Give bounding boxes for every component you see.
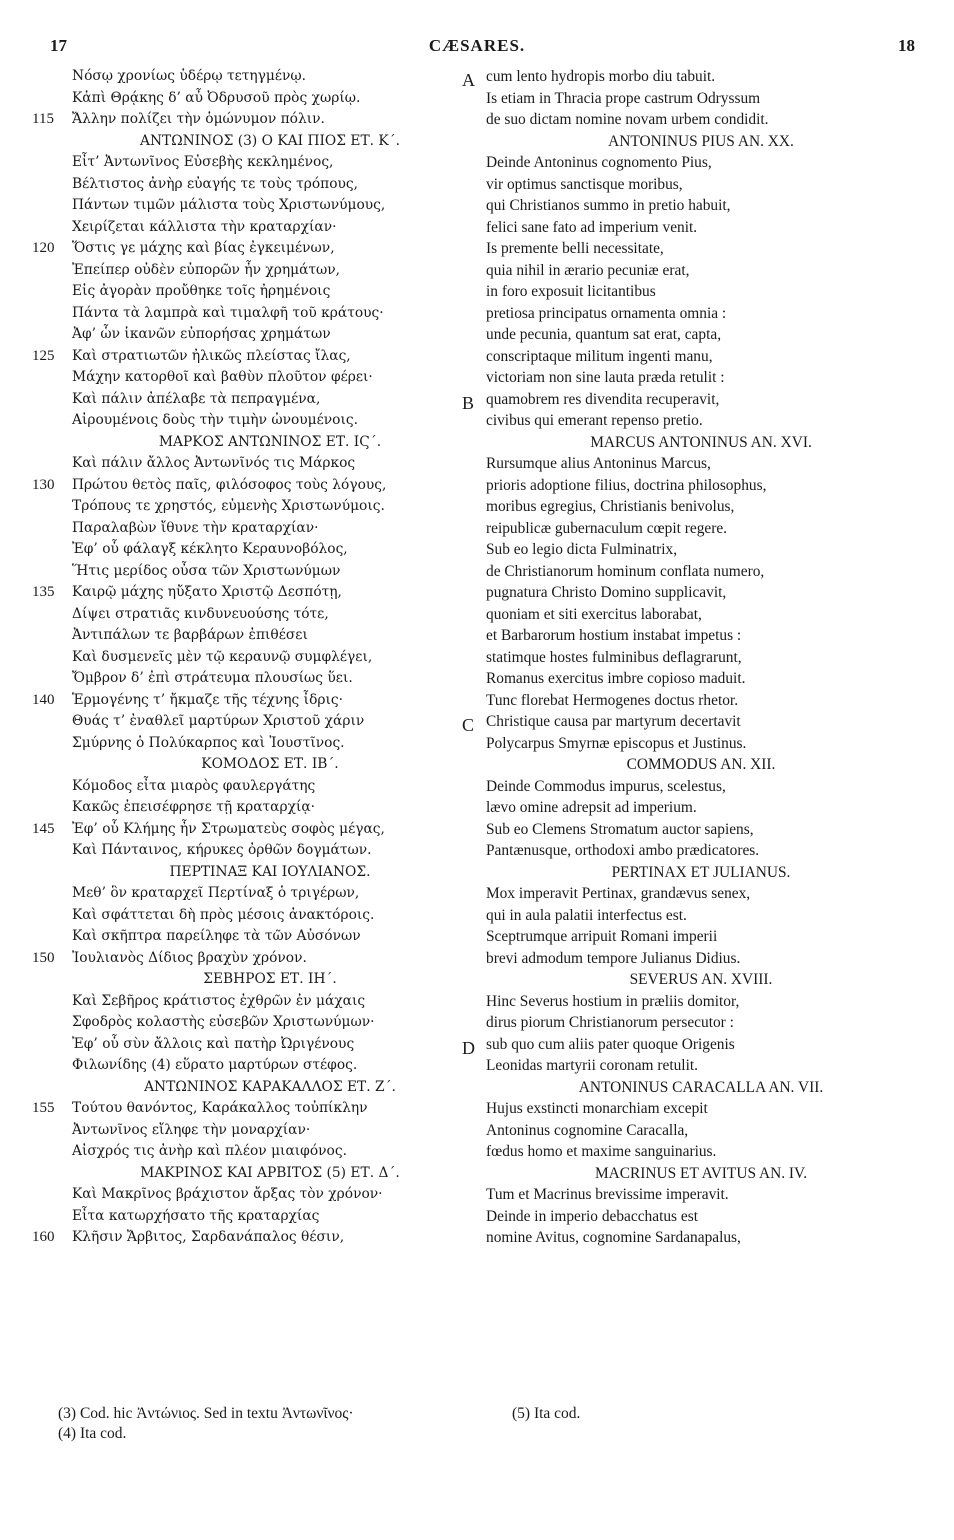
- translation-text: prioris adoptione filius, doctrina philosophus,: [486, 476, 767, 494]
- verse-line: [44, 647, 472, 669]
- verse-text: Ἀντιπάλων τε βαρβάρων ἐπιθέσει: [72, 627, 308, 643]
- translation-line: [466, 1141, 916, 1163]
- margin-letter: C: [462, 715, 475, 735]
- verse-text: Μεθ’ ὃν κραταρχεῖ Περτίναξ ὁ τριγέρων,: [72, 885, 360, 901]
- verse-text: Ἀφ’ ὧν ἱκανῶν εὐπορήσας χρημάτων: [72, 326, 331, 342]
- translation-text: Pantænusque, orthodoxi ambo prædicatores.: [486, 842, 760, 859]
- line-number: 160: [32, 1229, 55, 1245]
- verse-line: [44, 195, 472, 217]
- translation-text: pretiosa principatus ornamenta omnia :: [486, 304, 727, 322]
- latin-text-column: [462, 66, 916, 1249]
- verse-text: Εἶτα κατωρχήσατο τῆς κραταρχίας: [72, 1207, 320, 1224]
- translation-line: [466, 453, 916, 475]
- translation-line: [466, 690, 916, 712]
- heading-text: COMMODUS AN. XII.: [626, 756, 776, 773]
- translation-line: [466, 152, 916, 174]
- line-number: 125: [32, 347, 55, 364]
- translation-line: [466, 238, 916, 260]
- verse-text: Καὶ δυσμενεῖς μὲν τῷ κεραυνῷ συμφλέγει,: [72, 648, 373, 665]
- verse-line: [44, 539, 472, 561]
- translation-line: [466, 819, 916, 841]
- translation-text: Leonidas martyrii coronam retulit.: [486, 1057, 698, 1074]
- section-heading: [466, 862, 916, 884]
- verse-line: [44, 389, 472, 411]
- heading-text: ΜΑΡΚΟΣ ΑΝΤΩΝΙΝΟΣ ΕΤ. ΙϚ΄.: [158, 433, 382, 450]
- translation-text: pugnatura Christo Domino supplicavit,: [486, 584, 727, 601]
- translation-line: [466, 668, 916, 690]
- translation-line: [466, 1184, 916, 1206]
- verse-text: Παραλαβὼν ἴθυνε τὴν κραταρχίαν·: [72, 519, 319, 536]
- footnotes-left: [58, 1404, 354, 1444]
- translation-line: [466, 840, 916, 862]
- translation-text: Deinde Antoninus cognomento Pius,: [486, 154, 712, 171]
- heading-text: ΠΕΡΤΙΝΑΞ ΚΑΙ ΙΟΥΛΙΑΝΟΣ.: [169, 863, 371, 880]
- verse-line: [44, 152, 472, 174]
- margin-letter: D: [462, 1037, 475, 1058]
- verse-line: [44, 1141, 472, 1163]
- verse-text: Ἰουλιανὸς Δίδιος βραχὺν χρόνον.: [72, 949, 307, 966]
- translation-text: quia nihil in ærario pecuniæ erat,: [486, 261, 690, 279]
- verse-text: Καὶ Μακρῖνος βράχιστον ἄρξας τὸν χρόνον·: [72, 1186, 383, 1202]
- translation-text: civibus qui emerant repenso pretio.: [486, 412, 703, 429]
- heading-text: ΚΟΜΟΔΟΣ ΕΤ. ΙΒ΄.: [201, 756, 339, 772]
- section-heading: [44, 1163, 472, 1185]
- verse-line: [44, 711, 472, 733]
- verse-line: [44, 496, 472, 518]
- verse-line: [44, 88, 472, 110]
- verse-line: [44, 260, 472, 282]
- translation-line: [466, 883, 916, 905]
- translation-line: [466, 518, 916, 540]
- translation-text: qui Christianos summo in pretio habuit,: [486, 197, 731, 214]
- translation-line: [466, 561, 916, 583]
- line-number: 115: [32, 111, 54, 127]
- translation-text: vir optimus sanctisque moribus,: [486, 175, 683, 193]
- verse-line: [44, 604, 472, 626]
- footnotes-right: [512, 1404, 580, 1424]
- running-title: CÆSARES.: [428, 36, 526, 55]
- verse-text: Καὶ πάλιν ἀπέλαβε τὰ πεπραγμένα,: [72, 390, 321, 407]
- line-number: 155: [32, 1100, 55, 1116]
- verse-line: [44, 303, 472, 325]
- verse-line: [32, 475, 472, 497]
- verse-line: [44, 991, 472, 1013]
- translation-line: [466, 174, 916, 196]
- translation-line: [466, 496, 916, 518]
- translation-text: fœdus homo et maxime sanguinarius.: [486, 1143, 717, 1160]
- verse-text: Νόσῳ χρονίως ὑδέρῳ τετηγμένῳ.: [72, 68, 307, 84]
- translation-text: Rursumque alius Antoninus Marcus,: [486, 455, 711, 472]
- section-heading: [44, 754, 472, 776]
- verse-text: Αἰρουμένοις δοὺς τὴν τιμὴν ὠνουμένοις.: [72, 412, 359, 428]
- translation-text: statimque hostes fulminibus deflagrarunt,: [486, 648, 742, 666]
- translation-text: Polycarpus Smyrnæ episcopus et Justinus.: [486, 734, 747, 752]
- section-heading: [44, 1077, 472, 1099]
- translation-line: [466, 1227, 916, 1249]
- verse-text: Ἑρμογένης τ’ ἤκμαζε τῆς τέχνης ἶδρις·: [72, 691, 344, 708]
- verse-line: [44, 1184, 472, 1206]
- verse-line: [32, 948, 472, 970]
- heading-text: ANTONINUS PIUS AN. XX.: [608, 132, 794, 150]
- translation-text: de Christianorum hominum conflata numero,: [486, 562, 765, 580]
- heading-text: MACRINUS ET AVITUS AN. IV.: [594, 1164, 808, 1182]
- translation-line: [466, 281, 916, 303]
- verse-line: [44, 1120, 472, 1142]
- verse-line: [44, 1034, 472, 1056]
- verse-line: [44, 776, 472, 798]
- verse-text: Ἄλλην πολίζει τὴν ὁμώνυμον πόλιν.: [72, 111, 325, 127]
- translation-line: [466, 109, 916, 131]
- translation-line: [466, 776, 916, 798]
- translation-line: [466, 1055, 916, 1077]
- verse-text: Ἀντωνῖνος εἴληφε τὴν μοναρχίαν·: [72, 1121, 311, 1138]
- verse-line: [44, 281, 472, 303]
- translation-text: Tum et Macrinus brevissime imperavit.: [486, 1186, 729, 1203]
- line-number: 130: [32, 476, 55, 493]
- verse-text: Ἐφ’ οὗ φάλαγξ κέκλητο Κεραυνοβόλος,: [72, 541, 348, 557]
- section-heading: [466, 131, 916, 153]
- verse-text: Καὶ σφάττεται δὴ πρὸς μέσοις ἀνακτόροις.: [72, 906, 375, 923]
- verse-line: [32, 819, 472, 841]
- verse-text: Χειρίζεται κάλλιστα τὴν κραταρχίαν·: [72, 218, 337, 235]
- section-heading: [466, 1077, 916, 1099]
- verse-text: Σμύρνης ὁ Πολύκαρπος καὶ Ἰουστῖνος.: [72, 734, 345, 751]
- translation-text: sub quo cum aliis pater quoque Origenis: [486, 1035, 735, 1053]
- translation-text: dirus piorum Christianorum persecutor :: [486, 1014, 734, 1031]
- verse-text: Καιρῷ μάχης ηὔξατο Χριστῷ Δεσπότῃ,: [72, 584, 342, 600]
- translation-text: Deinde in imperio debacchatus est: [486, 1207, 698, 1225]
- verse-line: [44, 797, 472, 819]
- translation-line: [462, 66, 916, 90]
- greek-text-column: [32, 66, 475, 1249]
- verse-text: Εἶτ’ Ἀντωνῖνος Εὐσεβὴς κεκλημένος,: [72, 154, 334, 170]
- translation-text: victoriam non sine lauta præda retulit :: [486, 369, 725, 386]
- verse-text: Αἰσχρός τις ἀνὴρ καὶ πλέον μιαιφόνος.: [72, 1143, 347, 1159]
- verse-text: Καὶ Πάνταινος, κήρυκες ὀρθῶν δογμάτων.: [72, 842, 372, 858]
- heading-text: ΑΝΤΩΝΙΝΟΣ (3) Ο ΚΑΙ ΠΙΟΣ ΕΤ. Κ΄.: [139, 132, 401, 149]
- verse-text: Ὅστις γε μάχης καὶ βίας ἐγκειμένων,: [72, 240, 335, 256]
- translation-line: [466, 217, 916, 239]
- section-heading: [44, 131, 472, 153]
- translation-text: Is etiam in Thracia prope castrum Odryssum: [486, 89, 761, 107]
- verse-text: Καὶ Σεβῆρος κράτιστος ἐχθρῶν ἐν μάχαις: [72, 992, 366, 1009]
- translation-line: [466, 346, 916, 368]
- left-page-number: 17: [50, 36, 67, 55]
- translation-line: [466, 260, 916, 282]
- section-heading: [466, 754, 916, 776]
- translation-text: Sub eo Clemens Stromatum auctor sapiens,: [486, 820, 754, 838]
- translation-text: Antoninus cognomine Caracalla,: [486, 1121, 689, 1139]
- heading-text: MARCUS ANTONINUS AN. XVI.: [590, 433, 812, 451]
- translation-line: [466, 195, 916, 217]
- verse-line: [44, 324, 472, 346]
- margin-letter: A: [462, 70, 475, 90]
- section-heading: [44, 969, 472, 991]
- translation-line: [466, 324, 916, 346]
- translation-text: cum lento hydropis morbo diu tabuit.: [486, 68, 716, 85]
- line-number: 120: [32, 240, 55, 256]
- translation-text: moribus egregius, Christianis benivolus,: [486, 498, 735, 515]
- translation-line: [466, 410, 916, 432]
- section-heading: [466, 432, 916, 454]
- right-page-number: 18: [898, 36, 915, 55]
- verse-line: [44, 174, 472, 196]
- verse-text: Μάχην κατορθοῖ καὶ βαθὺν πλοῦτον φέρει·: [72, 369, 373, 385]
- footnote: (4) Ita cod.: [58, 1425, 127, 1442]
- translation-line: [466, 991, 916, 1013]
- verse-text: Ἐπείπερ οὐδὲν εὐπορῶν ἦν χρημάτων,: [72, 261, 341, 278]
- translation-line: [466, 905, 916, 927]
- heading-text: ΜΑΚΡΙΝΟΣ ΚΑΙ ΑΡΒΙΤΟΣ (5) ΕΤ. Δ΄.: [140, 1164, 400, 1181]
- verse-line: [44, 840, 472, 862]
- heading-text: ANTONINUS CARACALLA AN. VII.: [578, 1078, 824, 1096]
- verse-text: Πρώτου θετὸς παῖς, φιλόσοφος τοὺς λόγους,: [72, 476, 387, 493]
- translation-line: [466, 367, 916, 389]
- verse-line: [44, 410, 472, 432]
- verse-line: [44, 1055, 472, 1077]
- verse-text: Φιλωνίδης (4) εὕρατο μαρτύρων στέφος.: [72, 1057, 358, 1073]
- translation-text: et Barbarorum hostium instabat impetus :: [486, 627, 742, 644]
- translation-text: qui in aula palatii interfectus est.: [486, 906, 687, 924]
- verse-line: [44, 217, 472, 239]
- translation-text: Tunc florebat Hermogenes doctus rhetor.: [486, 691, 739, 709]
- verse-text: Ἐφ’ οὗ σὺν ἄλλοις καὶ πατὴρ Ὠριγένους: [72, 1035, 355, 1052]
- heading-text: ΣΕΒΗΡΟΣ ΕΤ. ΙΗ΄.: [203, 971, 337, 987]
- verse-line: [44, 453, 472, 475]
- verse-text: Ὄμβρον δ’ ἐπὶ στράτευμα πλουσίως ὕει.: [72, 670, 353, 686]
- translation-line: [466, 948, 916, 970]
- verse-line: [32, 238, 472, 260]
- translation-line: [466, 475, 916, 497]
- translation-text: conscriptaque militum ingenti manu,: [486, 347, 713, 365]
- translation-text: Mox imperavit Pertinax, grandævus senex,: [486, 885, 751, 902]
- verse-text: Θυάς τ’ ἐναθλεῖ μαρτύρων Χριστοῦ χάριν: [72, 713, 365, 729]
- verse-line: [32, 109, 472, 131]
- section-heading: [44, 432, 472, 454]
- footnote: (3) Cod. hic Ἀντώνιος. Sed in textu Ἀντωνῖνος·: [58, 1405, 354, 1422]
- translation-line: [466, 582, 916, 604]
- translation-text: Christique causa par martyrum decertavit: [486, 713, 741, 730]
- translation-line: [466, 926, 916, 948]
- verse-line: [44, 905, 472, 927]
- verse-line: [44, 733, 472, 755]
- verse-text: Κλῆσιν Ἄρβιτος, Σαρδανάπαλος θέσιν,: [72, 1229, 345, 1245]
- translation-text: Hinc Severus hostium in præliis domitor,: [486, 992, 740, 1010]
- verse-line: [44, 66, 472, 88]
- translation-line: [466, 1206, 916, 1228]
- translation-line: [466, 647, 916, 669]
- verse-line: [44, 668, 472, 690]
- verse-line: [32, 1227, 472, 1249]
- line-number: 140: [32, 691, 55, 708]
- verse-line: [44, 926, 472, 948]
- translation-line: [462, 711, 916, 735]
- verse-text: Κἀπὶ Θρᾴκης δ’ αὖ Ὀδρυσοῦ πρὸς χωρίῳ.: [72, 89, 361, 106]
- footnote: (5) Ita cod.: [512, 1405, 581, 1422]
- translation-line: [466, 797, 916, 819]
- translation-line: [466, 604, 916, 626]
- verse-text: Καὶ πάλιν ἄλλος Ἀντωνῖνός τις Μάρκος: [72, 455, 356, 471]
- translation-text: Romanus exercitus imbre copioso maduit.: [486, 670, 746, 687]
- heading-text: ΑΝΤΩΝΙΝΟΣ ΚΑΡΑΚΑΛΛΟΣ ΕΤ. Ζ΄.: [144, 1078, 396, 1095]
- verse-line: [44, 1012, 472, 1034]
- translation-text: felici sane fato ad imperium venit.: [486, 218, 698, 236]
- translation-line: [462, 1034, 916, 1058]
- verse-line: [32, 582, 472, 604]
- translation-line: [466, 733, 916, 755]
- translation-text: Sub eo legio dicta Fulminatrix,: [486, 541, 678, 558]
- verse-text: Τούτου θανόντος, Καράκαλλος τοὐπίκλην: [72, 1100, 368, 1116]
- translation-line: [466, 88, 916, 110]
- heading-text: SEVERUS AN. XVIII.: [629, 971, 773, 988]
- verse-line: [32, 346, 472, 368]
- translation-text: brevi admodum tempore Julianus Didius.: [486, 949, 741, 967]
- verse-text: Πάντα τὰ λαμπρὰ καὶ τιμαλφῆ τοῦ κράτους·: [72, 304, 384, 321]
- verse-line: [44, 367, 472, 389]
- verse-text: Ἐφ’ οὗ Κλήμης ἦν Στρωματεὺς σοφὸς μέγας,: [72, 820, 385, 837]
- translation-text: Sceptrumque arripuit Romani imperii: [486, 928, 718, 945]
- translation-text: quamobrem res divendita recuperavit,: [486, 390, 720, 408]
- line-number: 150: [32, 949, 55, 966]
- translation-line: [466, 1098, 916, 1120]
- verse-line: [44, 518, 472, 540]
- verse-line: [44, 561, 472, 583]
- verse-text: Κόμοδος εἶτα μιαρὸς φαυλεργάτης: [72, 777, 316, 794]
- verse-text: Καὶ στρατιωτῶν ἠλικῶς πλείστας ἴλας,: [72, 347, 351, 364]
- translation-text: nomine Avitus, cognomine Sardanapalus,: [486, 1229, 741, 1246]
- verse-text: Σφοδρὸς κολαστὴς εὐσεβῶν Χριστωνύμων·: [72, 1014, 375, 1030]
- verse-text: Βέλτιστος ἀνὴρ εὐαγής τε τοὺς τρόπους,: [72, 175, 359, 192]
- verse-line: [32, 1098, 472, 1120]
- verse-line: [44, 1206, 472, 1228]
- verse-text: Πάντων τιμῶν μάλιστα τοὺς Χριστωνύμους,: [72, 197, 386, 213]
- section-heading: [44, 862, 472, 884]
- verse-line: [44, 625, 472, 647]
- line-number: 145: [32, 820, 55, 837]
- translation-line: [466, 539, 916, 561]
- verse-line: [44, 883, 472, 905]
- verse-text: Τρόπους τε χρηστός, εὐμενὴς Χριστωνύμοις.: [72, 498, 385, 514]
- translation-text: quoniam et siti exercitus laborabat,: [486, 605, 702, 623]
- section-heading: [466, 969, 916, 991]
- line-number: 135: [32, 584, 55, 600]
- translation-text: Hujus exstincti monarchiam excepit: [486, 1100, 708, 1117]
- verse-line: [32, 690, 472, 712]
- translation-line: [466, 1012, 916, 1034]
- translation-line: [466, 303, 916, 325]
- translation-line: [466, 625, 916, 647]
- translation-line: [466, 1120, 916, 1142]
- translation-text: unde pecunia, quantum sat erat, capta,: [486, 326, 722, 343]
- translation-text: lævo omine adrepsit ad imperium.: [486, 799, 697, 816]
- verse-text: Ἥτις μερίδος οὖσα τῶν Χριστωνύμων: [72, 562, 341, 579]
- margin-letter: B: [462, 392, 475, 413]
- heading-text: PERTINAX ET JULIANUS.: [611, 863, 791, 881]
- translation-text: Is premente belli necessitate,: [486, 240, 664, 257]
- translation-text: reipublicæ gubernaculum cœpit regere.: [486, 519, 728, 537]
- translation-text: in foro exposuit licitantibus: [486, 283, 656, 300]
- verse-text: Δίψει στρατιᾶς κινδυνευούσης τότε,: [72, 605, 329, 622]
- verse-text: Κακῶς ἐπεισέφρησε τῇ κραταρχίᾳ·: [72, 799, 316, 815]
- translation-line: [462, 389, 916, 413]
- translation-text: Deinde Commodus impurus, scelestus,: [486, 777, 726, 795]
- section-heading: [466, 1163, 916, 1185]
- translation-text: de suo dictam nomine novam urbem condidit.: [486, 111, 769, 128]
- verse-text: Εἰς ἀγορὰν προὔθηκε τοῖς ἠρημένοις: [72, 283, 331, 299]
- verse-text: Καὶ σκῆπτρα παρείληφε τὰ τῶν Αὐσόνων: [72, 928, 361, 944]
